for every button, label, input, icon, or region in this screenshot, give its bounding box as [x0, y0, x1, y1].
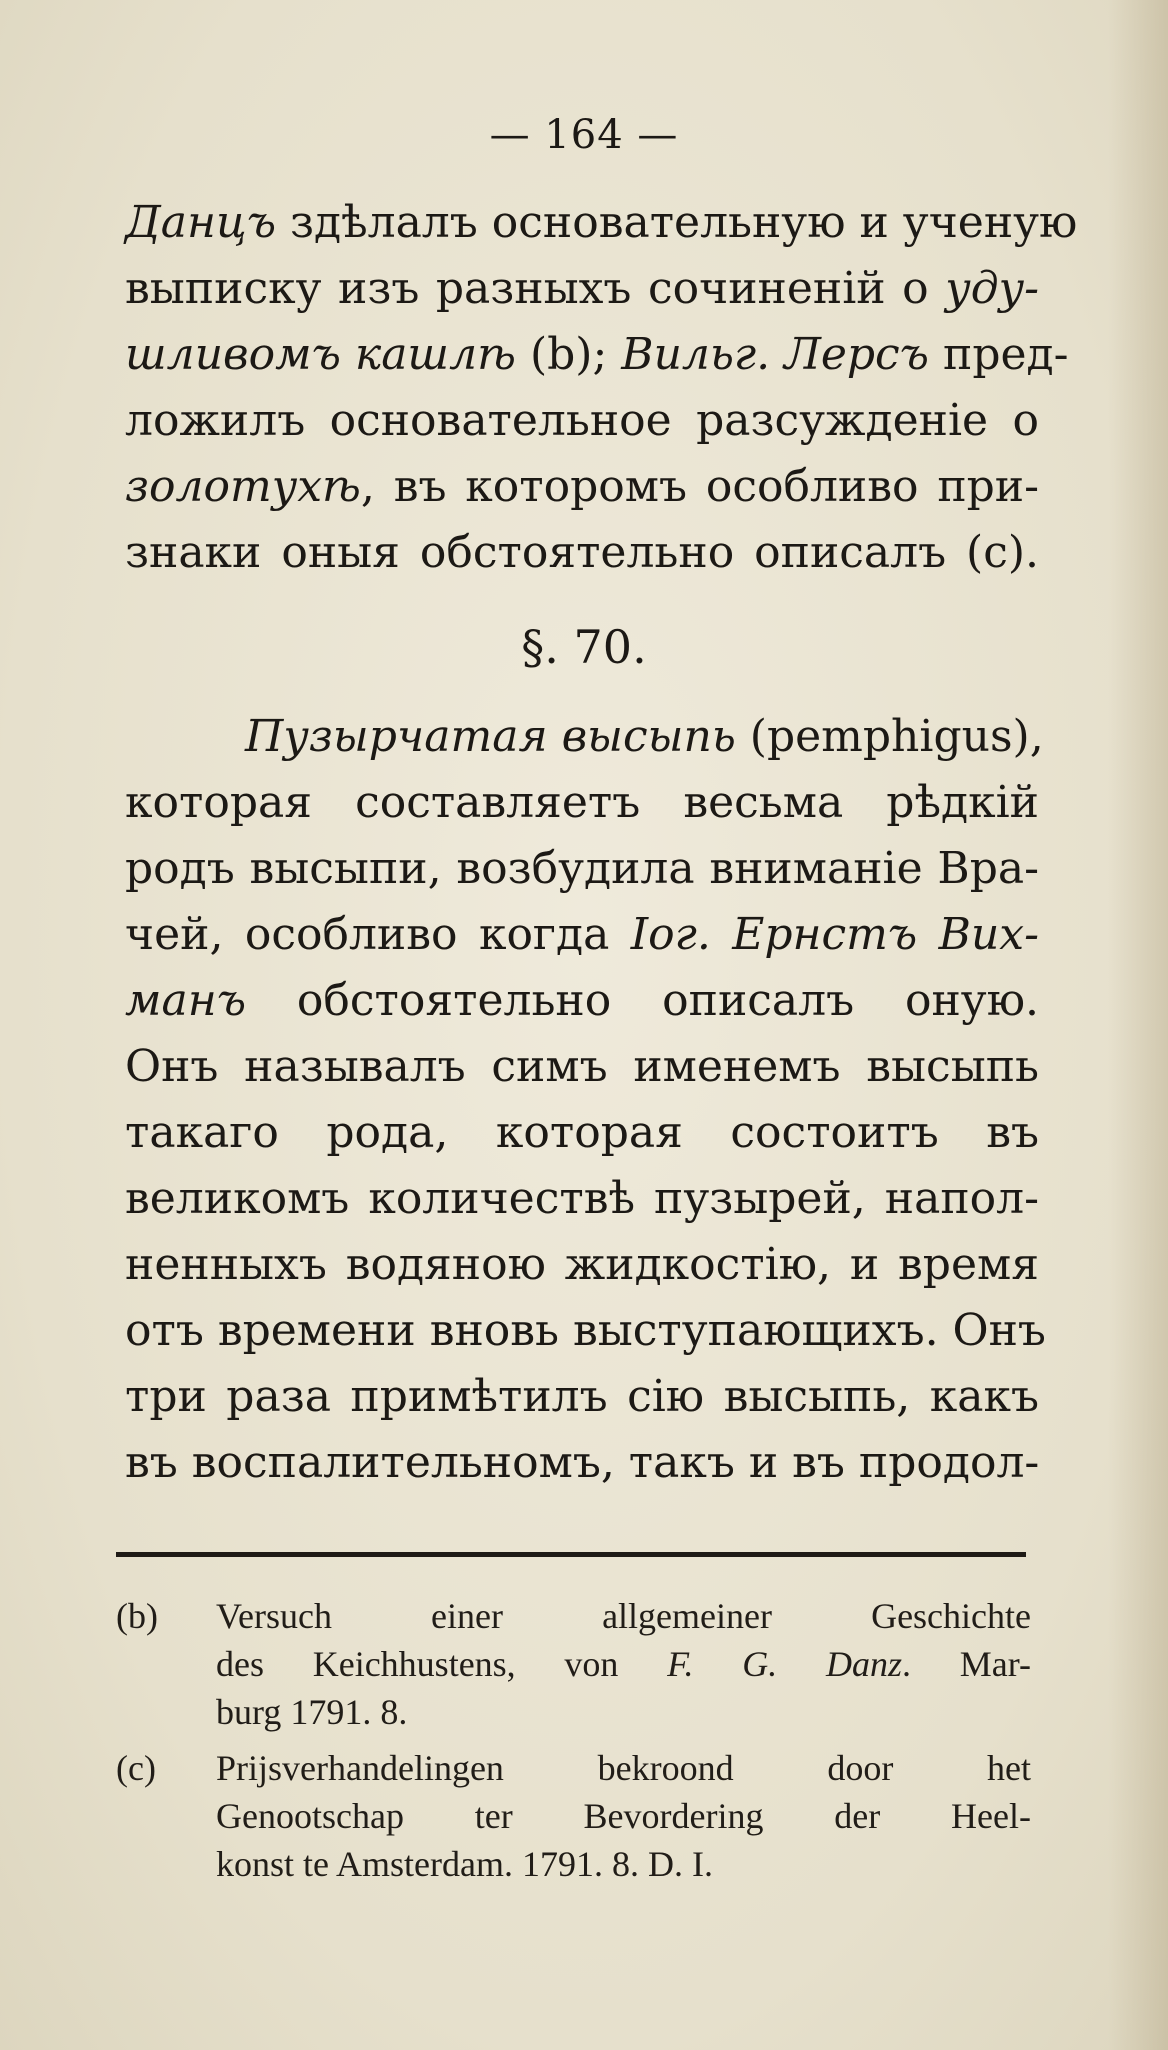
- text-span: , въ которомъ особливо при-: [360, 461, 1039, 512]
- text-line: [125, 454, 1039, 520]
- text-line: родъ высыпи, возбудила вниманіе Вра-: [125, 843, 1039, 894]
- italic-term: золотухѣ: [125, 461, 361, 512]
- italic-name: Вильг. Лерсъ: [621, 329, 929, 380]
- footnote-line: konst te Amsterdam. 1791. 8. D. I.: [216, 1844, 713, 1884]
- text-span: чей, особливо когда: [125, 909, 631, 960]
- footnote-line: [216, 1640, 1031, 1688]
- text-span: обстоятельно описалъ оную.: [246, 975, 1039, 1026]
- text-line: [125, 256, 1039, 322]
- footnote-line: Prijsverhandelingen bekroond door het: [216, 1748, 1031, 1788]
- footnote-c: [116, 1744, 1031, 1888]
- footnote-line: Genootschap ter Bevordering der Heel-: [216, 1796, 1031, 1836]
- footnotes: [116, 1592, 1031, 1896]
- text-line: отъ времени вновь выступающихъ. Онъ: [125, 1305, 1046, 1356]
- text-line: [125, 520, 1039, 586]
- footnote-line: Versuch einer allgemeiner Geschichte: [216, 1596, 1031, 1636]
- text-line: [125, 968, 1039, 1034]
- text-line: которая составляетъ весьма рѣдкій: [125, 777, 1039, 828]
- footnote-line: burg 1791. 8.: [216, 1692, 408, 1732]
- footnote-marker: (c): [116, 1748, 156, 1788]
- section-heading: §. 70.: [521, 620, 647, 674]
- italic-term: Пузырчатая высыпь: [245, 711, 736, 762]
- text-span: выписку изъ разныхъ сочиненій о: [125, 263, 946, 314]
- text-line: великомъ количествѣ пузырей, напол-: [125, 1173, 1039, 1224]
- text-line: Онъ называлъ симъ именемъ высыпь: [125, 1041, 1039, 1092]
- text-line: три раза примѣтилъ сію высыпь, какъ: [125, 1371, 1039, 1422]
- text-span: здѣлалъ основательную и ученую: [276, 197, 1078, 248]
- text-line: [125, 322, 1069, 388]
- footnote-b: [116, 1592, 1031, 1736]
- text-line: [125, 902, 1039, 968]
- text-span: des Keichhustens, von: [216, 1644, 668, 1684]
- text-line: [125, 388, 1039, 454]
- text-line: въ воспалительномъ, такъ и въ продол-: [125, 1437, 1040, 1488]
- paragraph-1: [125, 190, 1078, 586]
- italic-term: шливомъ кашлѣ: [125, 329, 516, 380]
- text-span: ложилъ основательное разсужденіе о: [125, 395, 1039, 446]
- text-line: такаго рода, которая состоитъ въ: [125, 1107, 1039, 1158]
- italic-term: уду-: [945, 263, 1039, 314]
- italic-name: манъ: [125, 975, 247, 1026]
- italic-name: Данцъ: [125, 197, 277, 248]
- text-span: (b);: [515, 329, 622, 380]
- text-span: пред-: [929, 329, 1069, 380]
- italic-name: F. G. Danz: [667, 1644, 903, 1684]
- text-line: [125, 704, 1044, 770]
- text-line: ненныхъ водяною жидкостію, и время: [125, 1239, 1039, 1290]
- paragraph-2: [125, 704, 1046, 1496]
- text-span: знаки оныя обстоятельно описалъ (c).: [125, 527, 1039, 578]
- italic-name: Іог. Ернстъ Вих-: [630, 909, 1039, 960]
- footnote-divider: [116, 1552, 1026, 1557]
- page-number: — 164 —: [489, 112, 679, 158]
- footnote-marker: (b): [116, 1596, 158, 1636]
- page-edge-shadow: [1108, 0, 1168, 2050]
- text-span: (pemphigus),: [735, 711, 1044, 762]
- text-span: . Mar-: [902, 1644, 1031, 1684]
- text-line: [125, 190, 1078, 256]
